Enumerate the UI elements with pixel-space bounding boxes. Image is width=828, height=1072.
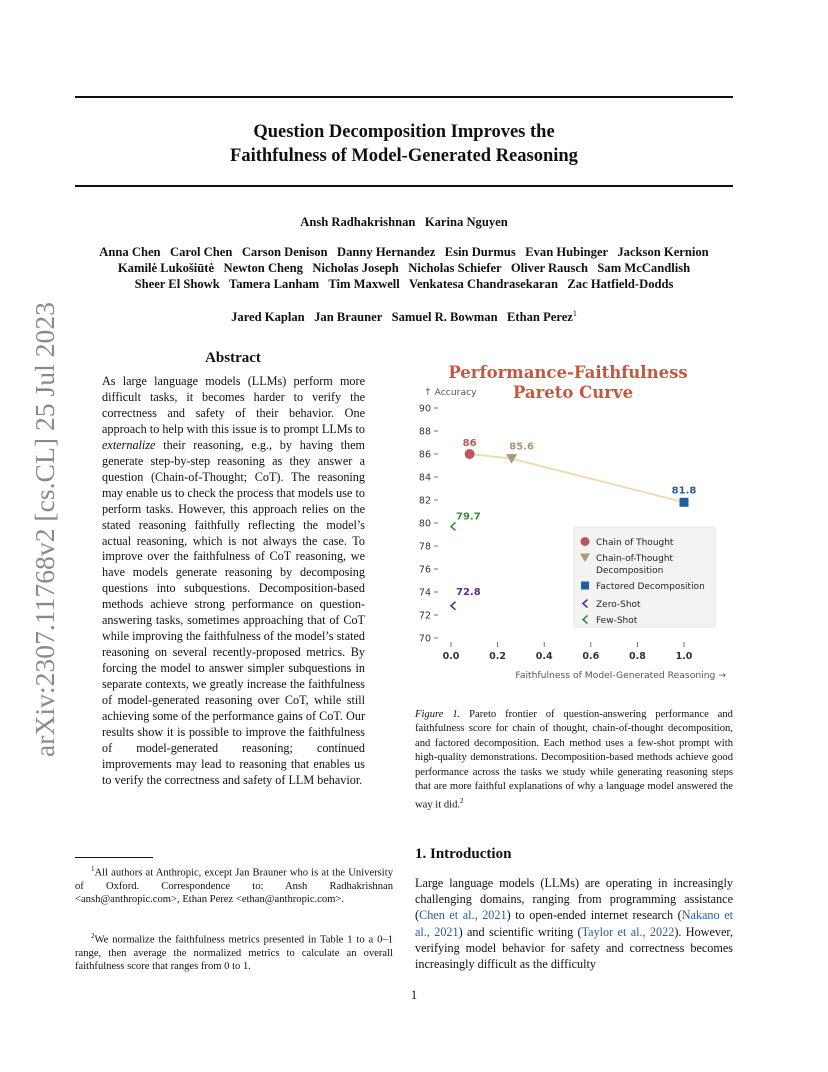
section-heading-introduction: 1. Introduction xyxy=(415,846,512,862)
point-factored-decomposition xyxy=(680,498,689,507)
footnote-1-mark: 1 xyxy=(91,865,95,873)
introduction-body xyxy=(415,875,733,972)
footnote-rule xyxy=(75,857,153,858)
x-tick-label: 0.6 xyxy=(582,651,600,662)
intro-part-1: Large language models (LLMs) are operating in increasingly challenging domains, ranging from programming assistance ( xyxy=(415,876,733,923)
footnote-1-text: All authors at Anthropic, except Jan Brauner who is at the University of Oxford. Correspondence to: Ansh Radhakrishnan <ansh@anthropic.com>, Ethan Perez <ethan@anthropic.com>. xyxy=(75,867,393,905)
abstract-emphasis: externalize xyxy=(102,437,156,452)
legend-marker xyxy=(581,582,589,590)
y-tick-label: 72 xyxy=(418,610,431,622)
data-label: 81.8 xyxy=(671,485,697,497)
point-few-shot xyxy=(451,522,456,530)
figure-caption xyxy=(415,708,733,813)
legend-label: Chain-of-Thought xyxy=(596,554,674,564)
legend-label: Chain of Thought xyxy=(596,538,674,548)
title-line-2: Faithfulness of Model-Generated Reasoning xyxy=(230,146,578,166)
authors-line-2: Anna Chen Carol Chen Carson Denison Danny Hernandez Esin Durmus Evan Hubinger Jackson Kernion xyxy=(99,245,709,259)
citation-nakano-2021[interactable]: Nakano et al., 2021 xyxy=(415,908,733,939)
y-tick-label: 78 xyxy=(418,541,431,553)
footnote-2-mark: 2 xyxy=(91,932,95,940)
y-axis-label: ↑ Accuracy xyxy=(424,387,477,398)
abstract-heading: Abstract xyxy=(205,350,261,366)
chart-title-line-2: Pareto Curve xyxy=(512,383,634,402)
y-tick-label: 82 xyxy=(418,495,431,507)
legend-label: Few-Shot xyxy=(596,616,638,626)
authors-line-5 xyxy=(60,306,748,325)
chart-title-line-1: Performance-Faithfulness xyxy=(448,363,688,382)
point-zero-shot xyxy=(451,602,456,610)
authors-line-3: Kamilė Lukošiūtė Newton Cheng Nicholas Joseph Nicholas Schiefer Oliver Rausch Sam McCandlish xyxy=(117,261,691,275)
pareto-line-group xyxy=(470,454,684,502)
y-tick-label: 88 xyxy=(418,426,431,438)
abstract-part-1: As large language models (LLMs) perform more difficult tasks, it becomes harder to verify the correctness and safety of their behavior. One approach to help with this issue is to prompt LLMs to xyxy=(102,374,365,436)
arxiv-id: arXiv:2307.11768v2 [cs.CL] 25 Jul 2023 xyxy=(29,304,60,757)
legend xyxy=(574,527,715,627)
caption-footnote-mark: 2 xyxy=(460,797,464,806)
x-axis-label: Faithfulness of Model-Generated Reasoning → xyxy=(515,670,726,681)
intro-part-2: ) to open-ended internet research ( xyxy=(506,908,682,923)
citation-chen-2021[interactable]: Chen et al., 2021 xyxy=(419,908,507,923)
footnote-2-text: We normalize the faithfulness metrics presented in Table 1 to a 0–1 range, then average the normalized metrics to calculate an overall faithfulness score that ranges from 0 to 1. xyxy=(75,934,393,972)
legend-label-line-2: Decomposition xyxy=(596,566,664,576)
x-tick-label: 0.2 xyxy=(489,651,507,662)
intro-part-3: ) and scientific writing ( xyxy=(458,924,582,939)
y-tick-label: 76 xyxy=(418,564,431,576)
data-label: 79.7 xyxy=(456,511,481,523)
authors-line-1: Ansh Radhakrishnan Karina Nguyen xyxy=(300,215,508,229)
abstract-part-2: their reasoning, e.g., by having them generate step-by-step reasoning as they answer a question (Chain-of-Thought; CoT). The reasoning may enable us to check the process that models use to perform tasks. However, this approach relies on the stated reasoning faithfully reflecting the model’s actual reasoning, which is not always the case. To improve over the faithfulness of CoT reasoning, we have models generate reasoning by decomposing questions into subquestions. Decomposition-based methods achieve strong performance on question-answering tasks, sometimes approaching that of CoT while improving the faithfulness of the model’s stated reasoning on several recently-proposed metrics. By forcing the model to answer simpler subquestions in separate contexts, we greatly increase the faithfulness of model-generated reasoning over CoT, while still achieving some of the performance gains of CoT. Our results show it is possible to improve the faithfulness of model-generated reasoning; continued improvements may lead to reasoning that enables us to verify the correctness and safety of LLM behavior. xyxy=(102,437,365,787)
caption-label: Figure 1. xyxy=(415,709,461,720)
pareto-chart xyxy=(410,356,740,686)
legend-label: Factored Decomposition xyxy=(596,582,705,592)
y-tick-label: 86 xyxy=(418,449,431,461)
paper-title xyxy=(75,120,733,168)
senior-authors: Jared Kaplan Jan Brauner Samuel R. Bowman Ethan Perez xyxy=(231,310,573,325)
pareto-line xyxy=(470,454,684,502)
intro-part-4: ). However, verifying model behavior for safety and correctness becomes increasingly difficult as the difficulty xyxy=(415,924,733,972)
data-label: 85.6 xyxy=(509,441,534,453)
authors-line-4: Sheer El Showk Tamera Lanham Tim Maxwell Venkatesa Chandrasekaran Zac Hatfield-Dodds xyxy=(134,277,674,291)
arxiv-stamp xyxy=(10,300,66,760)
title-line-1: Question Decomposition Improves the xyxy=(253,122,555,142)
data-label: 72.8 xyxy=(456,586,481,598)
x-tick-label: 0.0 xyxy=(442,651,460,662)
x-tick-label: 0.8 xyxy=(628,651,646,662)
footnote-2 xyxy=(75,930,393,973)
abstract-body xyxy=(102,374,365,789)
y-tick-label: 70 xyxy=(418,633,431,645)
author-footnote-marker: 1 xyxy=(572,309,577,318)
x-tick-label: 0.4 xyxy=(535,651,553,662)
title-bottom-rule xyxy=(75,185,733,187)
x-tick-label: 1.0 xyxy=(675,651,693,662)
y-tick-label: 80 xyxy=(418,518,431,530)
footnote-1 xyxy=(75,863,393,906)
y-tick-label: 84 xyxy=(418,472,431,484)
y-tick-label: 90 xyxy=(418,403,431,415)
y-tick-label: 74 xyxy=(418,587,431,599)
legend-marker xyxy=(581,537,590,546)
data-label: 86 xyxy=(462,438,477,449)
legend-label: Zero-Shot xyxy=(596,600,641,610)
page-number: 1 xyxy=(410,988,418,1002)
point-chain-of-thought xyxy=(465,449,475,459)
top-rule xyxy=(75,96,733,98)
citation-taylor-2022[interactable]: Taylor et al., 2022 xyxy=(581,924,675,939)
caption-text: Pareto frontier of question-answering performance and faithfulness score for chain of thought, chain-of-thought decomposition, and factored decomposition. Each method uses a few-shot prompt with high-quality demonstrations. Decomposition-based methods achieve good performance across the tasks we study while generating reasoning steps that are more faithful explanations of why a language model answered the way it did. xyxy=(415,709,733,811)
